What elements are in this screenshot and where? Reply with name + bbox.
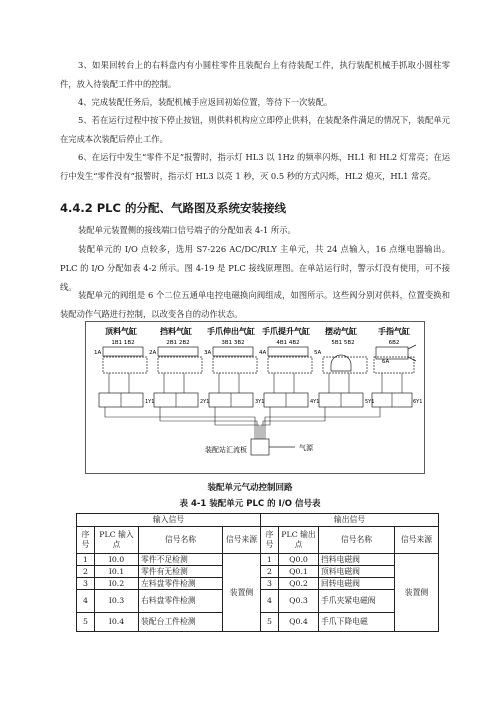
air-source-label: 气源: [299, 444, 313, 452]
col-signal-source: 信号来源: [395, 527, 439, 554]
input-header: 输入信号: [77, 514, 261, 527]
table-row: 5 I0.4 装配台工件检测 5 Q0.4 手爪下降电磁: [77, 613, 439, 632]
paragraph: 3、如果回转台上的右料盘内有小圆柱零件且装配台上有待装配工件，执行装配机械手抓取小圆柱零件，放入待装配工件中的控制。: [60, 60, 450, 89]
sensor-labels: 4B1 4B2: [276, 340, 300, 346]
cylinder-name: 摆动气缸: [325, 327, 357, 336]
cylinder-unit: [372, 326, 422, 407]
cylinder-name: 挡料气缸: [160, 327, 192, 336]
paragraph: 6、在运行中发生“零件不足”报警时，指示灯 HL3 以 1Hz 的频率闪烁，HL1 和 HL2 灯常亮；在运行中发生“零件没有”报警时，指示灯 HL3 以亮 1 秒，灭 0.5 秒的方式闪烁，HL2 熄灭，HL1 常亮。: [60, 152, 450, 181]
col-signal-source: 信号来源: [223, 527, 261, 554]
sensor-labels: 3B1 3B2: [221, 340, 245, 346]
section-heading: 4.4.2 PLC 的分配、气路图及系统安装接线: [60, 201, 286, 215]
cylinder-tag: 1A: [94, 350, 102, 356]
sensor-labels: 2B1 2B2: [166, 340, 190, 346]
cylinder-name: 手爪提升气缸: [262, 327, 310, 336]
table-row: 4 I0.3 右料盘零件检测 4 Q0.3 手爪夹紧电磁阀: [77, 590, 439, 613]
col-signal-name: 信号名称: [319, 527, 395, 554]
manifold-block: [251, 439, 269, 455]
cylinder-unit: [149, 326, 212, 407]
valve-label: 2Y1: [200, 399, 210, 405]
col-signal-name: 信号名称: [139, 527, 223, 554]
cylinder-name: 顶料气缸: [105, 327, 137, 336]
col-plc-input: PLC 输入点: [95, 527, 139, 554]
figure-caption: 装配单元气动控制回路: [207, 483, 293, 493]
pneumatic-diagram: [85, 321, 425, 474]
valve-label: 5Y1: [365, 399, 375, 405]
valve-label: 4Y1: [310, 399, 320, 405]
table-subheader-row: [77, 527, 439, 554]
col-seq: 序号: [261, 527, 279, 554]
paragraph: 装配单元的 I/O 点较多，选用 S7-226 AC/DC/RLY 主单元，共 24 点输入，16 点继电器输出。PLC 的 I/O 分配如表 4-2 所示。图 4-19 是 PLC 接线原理图。在单站运行时，警示灯没有使用，可不接线。: [60, 244, 450, 292]
output-header: 输出信号: [261, 514, 439, 527]
paragraph: 装配单元的阀组是 6 个二位五通单电控电磁换向阀组成，如图所示。这些阀分别对供料，位置变换和装配动作气路进行控制，以改变各自的动作状态。: [60, 290, 450, 319]
manifold-label: 装配站汇流板: [205, 446, 247, 454]
io-table: [76, 513, 439, 632]
cylinder-unit: [314, 326, 374, 407]
paragraph: 4、完成装配任务后，装配机械手应返回初始位置，等待下一次装配。: [78, 97, 333, 107]
cylinder-unit: [259, 326, 322, 407]
col-plc-output: PLC 输出点: [279, 527, 319, 554]
table-caption: 表 4-1 装配单元 PLC 的 I/O 信号表: [179, 499, 321, 509]
table-row: 1 I0.0 零件不足检测 装置侧 1 Q0.0 挡料电磁阀 装置侧: [77, 554, 439, 566]
output-source-cell: 装置侧: [395, 554, 439, 632]
sensor-labels: 6B2: [388, 340, 400, 346]
table-row: 3 I0.2 左料盘零件检测 3 Q0.2 回转电磁阀: [77, 578, 439, 590]
sensor-labels: 1B1 1B2: [111, 340, 135, 346]
paragraph: 装配单元装置侧的接线端口信号端子的分配如表 4-1 所示。: [78, 225, 296, 235]
col-seq: 序号: [77, 527, 95, 554]
cylinder-tag: 2A: [149, 350, 157, 356]
cylinder-tag: 3A: [204, 350, 212, 356]
sensor-labels: 5B1 5B2: [331, 340, 355, 346]
paragraph: 5、若在运行过程中按下停止按钮，则供料机构应立即停止供料，在装配条件满足的情况下，装配单元在完成本次装配后停止工作。: [60, 115, 450, 144]
cylinder-name: 手指气缸: [378, 327, 410, 336]
cylinder-tag: 5A: [314, 350, 322, 356]
cylinder-unit: [94, 326, 157, 407]
cylinder-name: 手爪伸出气缸: [207, 327, 255, 336]
cylinder-unit: [204, 326, 267, 407]
cylinder-tag: 4A: [259, 350, 267, 356]
cylinder-tag: 6A: [382, 359, 390, 365]
table-row: 2 I0.1 零件有无检测 2 Q0.1 顶料电磁阀: [77, 566, 439, 578]
valve-label: 3Y1: [255, 399, 265, 405]
input-source-cell: 装置侧: [223, 554, 261, 632]
valve-label: 6Y1: [413, 399, 423, 405]
valve-label: 1Y1: [145, 399, 155, 405]
table-header-row: [77, 514, 439, 527]
